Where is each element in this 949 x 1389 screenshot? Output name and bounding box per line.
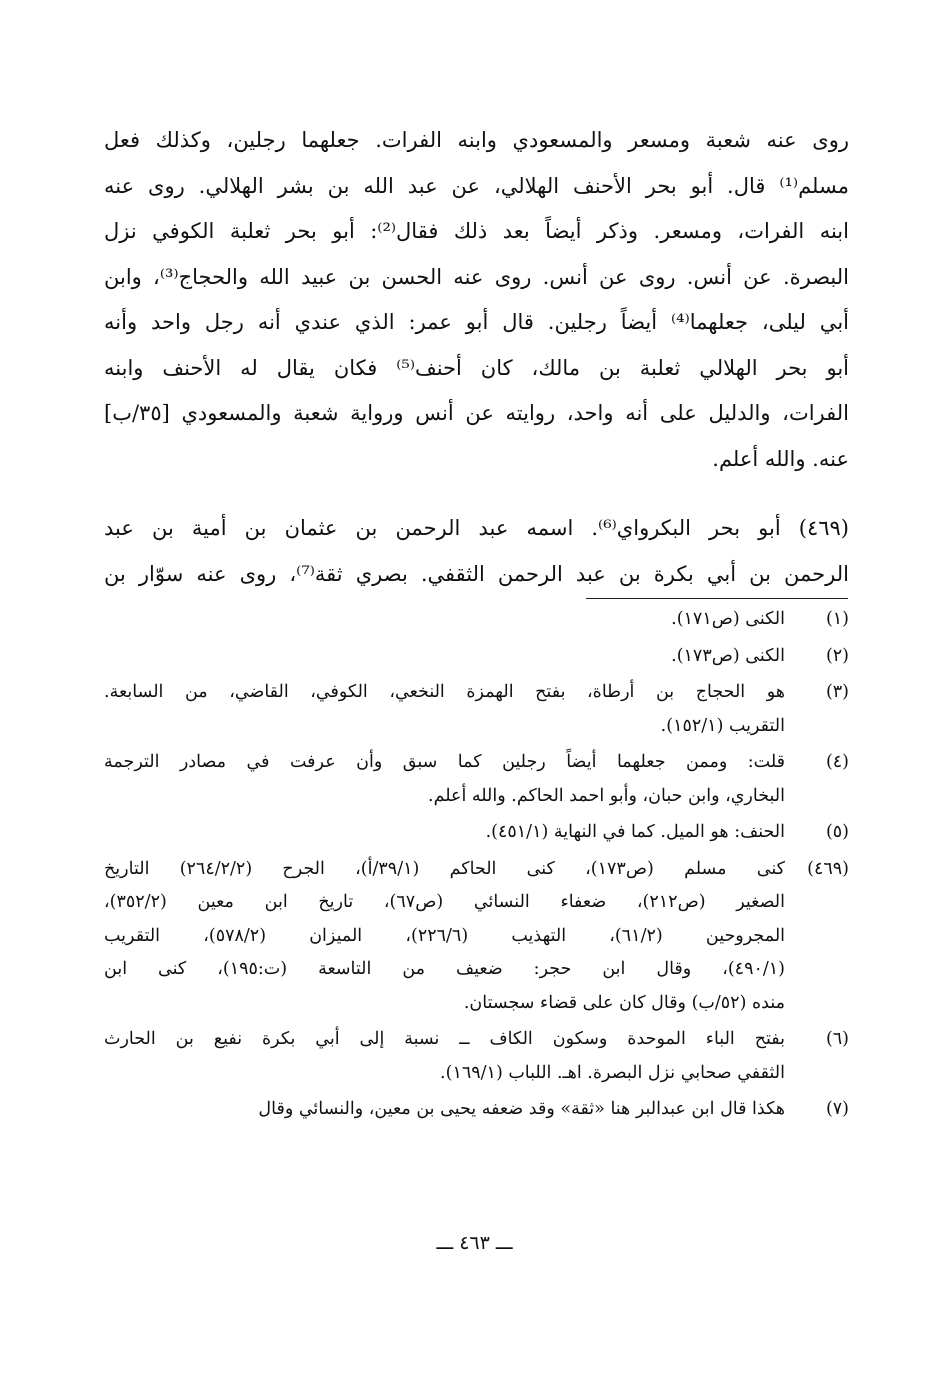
- footnote: [104, 746, 849, 813]
- footnotes: [104, 603, 849, 1127]
- footnote: [104, 640, 849, 674]
- footnote-line: التقريب (١٥٢/١).: [660, 715, 785, 736]
- footnote-number: (٧): [825, 1099, 849, 1119]
- footnote-text: [104, 853, 785, 1021]
- text-line: الرحمن بن أبي بكرة بن عبد الرحمن الثقفي. بصري ثقة⁽⁷⁾، روى عنه سوّار بن: [104, 561, 849, 586]
- footnote-line: هكذا قال ابن عبدالبر هنا «ثقة» وقد ضعفه يحيى بن معين، والنسائي وقال: [258, 1099, 785, 1119]
- text-line: البصرة. عن أنس. روى عن أنس. روى عنه الحسن بن عبيد الله والحجاج⁽³⁾، وابن: [104, 264, 849, 289]
- paragraph-gap: [104, 482, 849, 506]
- footnote-text: [104, 1023, 785, 1090]
- footnote-line: الثقفي صحابي نزل البصرة. اهـ. اللباب (١٦٩/١).: [440, 1062, 785, 1083]
- footnote: [104, 603, 849, 637]
- page-number: ـــ ٤٦٣ ـــ: [436, 1232, 513, 1254]
- footnote-text: [104, 1093, 785, 1127]
- footnote-line: المجروحين (٦١/٢)، التهذيب (٢٢٦/٦)، الميزان (٥٧٨/٢)، التقريب: [104, 925, 785, 946]
- text-line: أبو بحر الهلالي ثعلبة بن مالك، كان أحنف⁽⁵⁾ فكان يقال له الأحنف وابنه: [104, 355, 849, 380]
- text-line: أبي ليلى، جعلهما⁽⁴⁾ أيضاً رجلين. قال أبو عمر: الذي عندي أنه رجل واحد وأنه: [104, 310, 849, 334]
- text-line: ابنه الفرات، ومسعر. وذكر أيضاً بعد ذلك فقال⁽²⁾: أبو بحر ثعلبة الكوفي نزل: [104, 219, 849, 243]
- footnote-line: كنى مسلم (ص١٧٣)، كنى الحاكم (٣٩/١/أ)، الجرح (٢٦٤/٢/٢) التاريخ: [104, 858, 785, 879]
- footnote: [104, 1023, 849, 1090]
- footnote-line: منده (٥٢/ب) وقال كان على قضاء سجستان.: [463, 992, 785, 1013]
- footnote-text: [104, 603, 785, 637]
- footnote-line: الكنى (ص١٧١).: [671, 609, 785, 629]
- text-line: (٤٦٩) أبو بحر البكرواي⁽⁶⁾. اسمه عبد الرحمن بن عثمان بن أمية بن عبد: [104, 516, 849, 540]
- footnote-text: [104, 676, 785, 743]
- main-text: [104, 118, 849, 597]
- footnote-line: بفتح الباء الموحدة وسكون الكاف ــ نسبة إلى أبي بكرة نفيع بن الحارث: [104, 1029, 785, 1049]
- footnote-line: الكنى (ص١٧٣).: [671, 645, 785, 666]
- footnote-line: البخاري، وابن حبان، وأبو احمد الحاكم. والله أعلم.: [428, 785, 785, 806]
- footnote-number: (٥): [825, 822, 849, 842]
- footnote: [104, 676, 849, 743]
- footnote-text: [104, 640, 785, 674]
- footnote-number: (٦): [825, 1029, 849, 1049]
- text-line: مسلم⁽¹⁾ قال. أبو بحر الأحنف الهلالي، عن عبد الله بن بشر الهلالي. روى عنه: [104, 173, 849, 198]
- footnote-text: [104, 746, 785, 813]
- footnote-line: الحنف: هو الميل. كما في النهاية (٤٥١/١).: [485, 822, 785, 842]
- footnote-number: (٤٦٩): [807, 858, 849, 879]
- footnote-line: (٤٩٠/١)، وقال ابن حجر: ضعيف من التاسعة (ت:١٩٥)، كنى ابن: [104, 959, 785, 979]
- footnote-line: الصغير (ص٢١٢)، ضعفاء النسائي (ص٦٧)، تاريخ ابن معين (٣٥٢/٢)،: [104, 892, 785, 912]
- paragraph: [104, 506, 849, 597]
- footnote: [104, 816, 849, 850]
- footnote-number: (٣): [825, 682, 849, 702]
- footnote-separator: [586, 598, 848, 599]
- footnote: [104, 1093, 849, 1127]
- footnote-text: [104, 816, 785, 850]
- footnote-number: (٤): [825, 752, 849, 772]
- paragraph: [104, 118, 849, 482]
- footnote-number: (٢): [825, 645, 849, 666]
- footnote-line: هو الحجاج بن أرطاة، بفتح الهمزة النخعي، الكوفي، القاضي، من السابعة.: [104, 682, 785, 702]
- footnote-number: (١): [825, 609, 849, 629]
- footnote-line: قلت: وممن جعلهما أيضاً رجلين كما سبق وأن عرفت في مصادر الترجمة: [104, 752, 785, 772]
- text-line: روى عنه شعبة ومسعر والمسعودي وابنه الفرات. جعلهما رجلين، وكذلك فعل: [104, 128, 849, 152]
- footnote: [104, 853, 849, 1021]
- text-line: عنه. والله أعلم.: [712, 446, 849, 471]
- text-line: الفرات، والدليل على أنه واحد، روايته عن أنس ورواية شعبة والمسعودي [٣٥/ب]: [104, 401, 849, 425]
